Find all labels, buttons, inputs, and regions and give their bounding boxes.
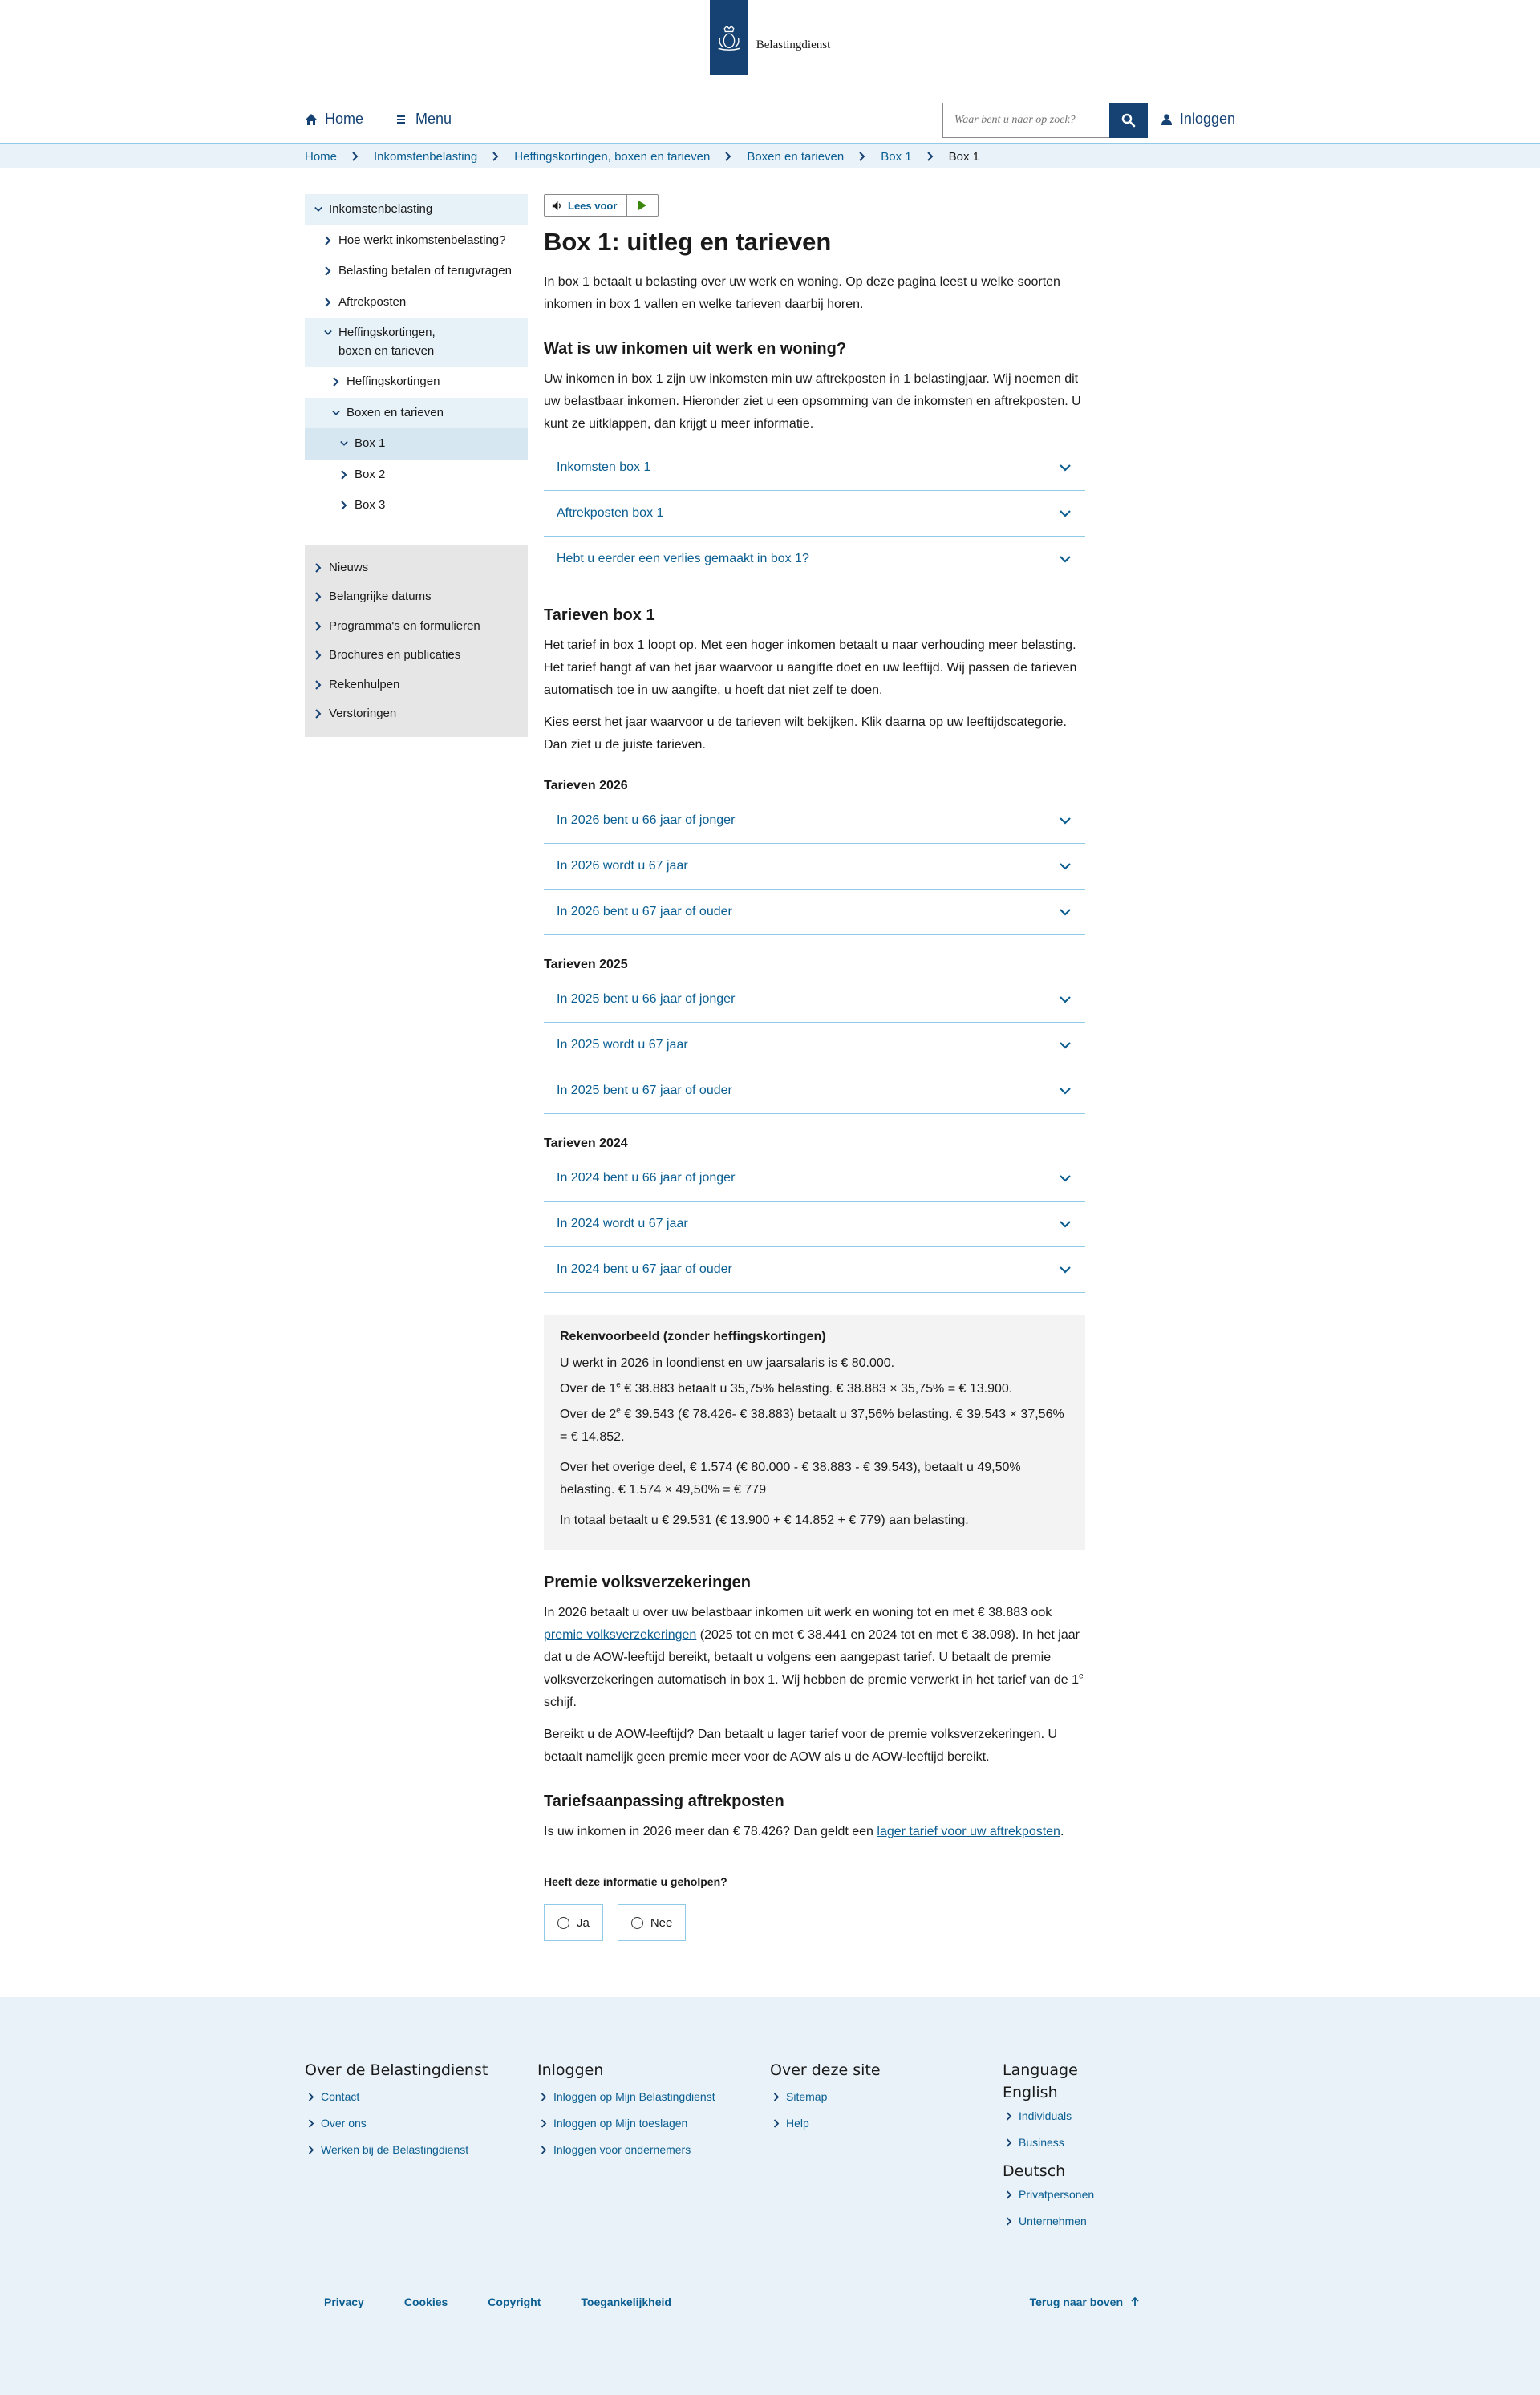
section-text-inkomen: Uw inkomen in box 1 zijn uw inkomsten min uw aftrekposten in 1 belastingjaar. Wij noemen dit uw belastbaar inkomen. Hieronder ziet u een opsomming van de inkomsten en aftrekposten. U kunt ze uitklappen, dan krijgt u meer informatie.	[544, 372, 1081, 431]
footer-link-mijn-belastingdienst[interactable]	[537, 2090, 770, 2103]
footer-col-site	[770, 2061, 1003, 2241]
footer-link-label: Individuals	[1019, 2109, 1072, 2122]
premie-text: (2025 tot en met € 38.441 en 2024 tot en met € 38.098). In het jaar dat u de AOW-leeftijd bereikt, betaalt u volgens een aangepast tarief. U betaalt de premie volksverzekeringen automatisch in box 1. Wij hebben de premie verwerkt in het tarief van de 1	[544, 1628, 1080, 1687]
footer-link-mijn-toeslagen[interactable]	[537, 2117, 770, 2130]
footer-link-werken[interactable]	[305, 2143, 537, 2156]
footer-toegankelijkheid-link[interactable]: Toegankelijkheid	[581, 2296, 671, 2308]
sidebar-link-label: Brochures en publicaties	[329, 648, 461, 662]
premie-sup: e	[1079, 1672, 1084, 1681]
sidebar-item-label: Belasting betalen of terugvragen	[338, 264, 512, 278]
example-text: € 38.883 betaalt u 35,75% belasting. € 38.883 × 35,75% = € 13.900.	[620, 1382, 1013, 1396]
home-icon	[305, 113, 318, 126]
language-english-title: English	[1003, 2084, 1058, 2101]
footer-link-label: Contact	[321, 2090, 360, 2103]
chevron-down-icon	[1060, 1266, 1071, 1274]
chevron-right-icon	[308, 2146, 314, 2154]
premie-text: schijf.	[544, 1696, 577, 1709]
sidebar-item-aftrekposten[interactable]	[305, 287, 528, 318]
accordion-label: In 2024 bent u 67 jaar of ouder	[557, 1262, 732, 1276]
accordion-item-aftrekposten[interactable]	[544, 491, 1085, 537]
sidebar-item-heffingskortingen[interactable]	[305, 367, 528, 398]
sidebar-link-label: Programma's en formulieren	[329, 618, 480, 633]
breadcrumb-box1[interactable]: Box 1	[881, 149, 912, 164]
footer-col-title: Inloggen	[537, 2061, 604, 2079]
radio-circle-icon	[631, 1917, 643, 1929]
footer-link-label: Sitemap	[786, 2090, 828, 2103]
chevron-right-icon	[324, 236, 332, 245]
feedback-no-label: Nee	[650, 1915, 673, 1930]
chevron-right-icon	[314, 622, 322, 631]
sidebar-link-brochures[interactable]	[305, 641, 528, 671]
sidebar-item-label: Aftrekposten	[338, 294, 407, 309]
chevron-right-icon	[858, 152, 866, 161]
chevron-down-icon	[1060, 555, 1071, 563]
footer-link-label: Over ons	[321, 2117, 367, 2130]
feedback-form	[544, 1875, 1085, 1941]
chevron-right-icon	[1006, 2138, 1012, 2147]
accordion-label: In 2025 wordt u 67 jaar	[557, 1038, 688, 1052]
premie-text: In 2026 betaalt u over uw belastbaar inkomen uit werk en woning tot en met € 38.883 ook	[544, 1606, 1052, 1619]
accordion-item-2025-ouder[interactable]	[544, 1068, 1085, 1114]
chevron-down-icon	[1060, 908, 1071, 916]
page-title: Box 1: uitleg en tarieven	[544, 228, 832, 256]
footer-columns	[305, 1997, 1235, 2241]
footer-col-language	[1003, 2061, 1235, 2241]
logo-text: Belastingdienst	[756, 38, 831, 51]
sidebar-item-box1[interactable]	[305, 428, 528, 460]
footer-cookies-link[interactable]: Cookies	[403, 2296, 448, 2308]
accordion-label: Aftrekposten box 1	[557, 506, 664, 520]
example-sup: e	[616, 1380, 621, 1390]
footer-link-label: Inloggen op Mijn Belastingdienst	[553, 2090, 715, 2103]
accordion-label: In 2025 bent u 67 jaar of ouder	[557, 1084, 732, 1097]
sidebar-link-datums[interactable]	[305, 582, 528, 612]
premie-volksverzekeringen-link[interactable]: premie volksverzekeringen	[544, 1628, 697, 1642]
footer-copyright-link[interactable]: Copyright	[488, 2296, 541, 2308]
footer-link-individuals[interactable]	[1003, 2109, 1235, 2122]
example-line: Over het overige deel, € 1.574 (€ 80.000 - € 38.883 - € 39.543), betaalt u 49,50% belasting. € 1.574 × 49,50% = € 779	[560, 1461, 1021, 1497]
feedback-options	[544, 1904, 1085, 1941]
section-title-tarieven: Tarieven box 1	[544, 606, 655, 624]
accordion-label: In 2025 bent u 66 jaar of jonger	[557, 992, 736, 1006]
sidebar-item-hoe-werkt[interactable]	[305, 225, 528, 257]
footer-privacy-link[interactable]: Privacy	[324, 2296, 364, 2308]
chevron-down-icon	[340, 439, 348, 448]
speaker-icon	[551, 200, 563, 212]
feedback-no-radio[interactable]	[618, 1904, 687, 1941]
crown-logo-icon	[710, 0, 748, 75]
chevron-right-icon	[541, 2119, 547, 2128]
accordion-label: In 2024 bent u 66 jaar of jonger	[557, 1171, 736, 1185]
section-title-inkomen: Wat is uw inkomen uit werk en woning?	[544, 340, 847, 358]
site-header	[0, 0, 1540, 168]
chevron-down-icon	[1060, 1220, 1071, 1228]
breadcrumb-home[interactable]: Home	[305, 149, 338, 164]
chevron-right-icon	[332, 377, 340, 387]
footer-link-label: Inloggen op Mijn toeslagen	[553, 2117, 688, 2130]
sidebar-item-inkomstenbelasting[interactable]	[305, 194, 528, 225]
footer-link-business[interactable]	[1003, 2136, 1235, 2149]
chevron-right-icon	[773, 2119, 780, 2128]
accordion-item-2025-wordt67[interactable]	[544, 1023, 1085, 1068]
accordion-item-inkomsten[interactable]	[544, 445, 1085, 491]
chevron-down-icon	[1060, 464, 1071, 472]
section-nav	[305, 194, 528, 521]
login-link[interactable]	[1161, 111, 1235, 128]
example-text: Over de 1	[560, 1382, 617, 1396]
section-text-premie-2: Bereikt u de AOW-leeftijd? Dan betaalt u lager tarief voor de premie volksverzekeringen. U betaalt namelijk geen premie meer voor de AOW als u de AOW-leeftijd bereikt.	[544, 1728, 1058, 1764]
breadcrumb-inkomstenbelasting[interactable]: Inkomstenbelasting	[374, 149, 478, 164]
content-area	[305, 168, 1235, 1941]
example-line: U werkt in 2026 in loondienst en uw jaarsalaris is € 80.000.	[560, 1356, 895, 1370]
footer-link-label: Business	[1019, 2136, 1064, 2149]
sidebar-item-label: Boxen en tarieven	[346, 405, 444, 419]
intro-text: In box 1 betaalt u belasting over uw werk en woning. Op deze pagina leest u welke soorten inkomen in box 1 vallen en welke tarieven daarbij horen.	[544, 275, 1060, 311]
tarief-text: .	[1060, 1825, 1064, 1838]
logo-link[interactable]	[710, 0, 831, 80]
chevron-right-icon	[314, 680, 322, 690]
year-title-2024: Tarieven 2024	[544, 1137, 628, 1150]
sidebar-item-label: Heffingskortingen	[346, 375, 440, 388]
sidebar-item-label: Inkomstenbelasting	[329, 202, 433, 216]
footer-link-contact[interactable]	[305, 2090, 537, 2103]
chevron-right-icon	[773, 2093, 780, 2101]
feedback-yes-radio[interactable]	[544, 1904, 603, 1941]
chevron-right-icon	[324, 266, 332, 276]
footer-link-over-ons[interactable]	[305, 2117, 537, 2130]
accordion-2026	[544, 798, 1085, 935]
chevron-right-icon	[314, 709, 322, 719]
footer-link-help[interactable]	[770, 2117, 1003, 2130]
section-text-tarieven-1: Het tarief in box 1 loopt op. Met een hoger inkomen betaalt u naar verhouding meer belasting. Het tarief hangt af van het jaar waarvoor u aangifte doet en uw leeftijd. Wij passen de tarieven automatisch toe in uw aangifte, u hoeft dat niet zelf te doen.	[544, 638, 1077, 697]
footer-link-unternehmen[interactable]	[1003, 2215, 1235, 2227]
section-text-premie-1	[544, 1602, 1085, 1714]
chevron-right-icon	[308, 2093, 314, 2101]
accordion-label: In 2026 bent u 66 jaar of jonger	[557, 813, 736, 827]
logo-bar	[0, 0, 1540, 80]
example-text: Over de 2	[560, 1408, 617, 1421]
sidebar-link-label: Rekenhulpen	[329, 677, 400, 691]
footer-link-label: Unternehmen	[1019, 2215, 1087, 2227]
sidebar-item-label: Box 2	[355, 467, 386, 481]
chevron-down-icon	[1060, 1041, 1071, 1049]
sidebar-item-label: Heffingskortingen, boxen en tarieven	[338, 326, 436, 358]
accordion-item-2026-jonger[interactable]	[544, 798, 1085, 844]
sidebar-link-nieuws[interactable]	[305, 553, 528, 583]
footer-link-label: Werken bij de Belastingdienst	[321, 2143, 469, 2156]
footer-link-label: Inloggen voor ondernemers	[553, 2143, 691, 2156]
accordion-label: Inkomsten box 1	[557, 460, 651, 474]
main-content	[544, 194, 1085, 1941]
breadcrumb-current: Box 1	[948, 149, 979, 164]
back-to-top-link[interactable]	[1030, 2296, 1139, 2308]
sidebar-item-box3[interactable]	[305, 490, 528, 521]
sidebar-item-box2[interactable]	[305, 460, 528, 491]
footer-bottom-bar	[305, 2275, 1235, 2328]
feedback-question: Heeft deze informatie u geholpen?	[544, 1875, 727, 1888]
feedback-yes-label: Ja	[577, 1915, 590, 1930]
sidebar-link-label: Nieuws	[329, 560, 369, 574]
chevron-right-icon	[340, 500, 348, 510]
accordion-label: In 2026 bent u 67 jaar of ouder	[557, 905, 732, 918]
arrow-up-icon	[1131, 2297, 1139, 2307]
sidebar-link-verstoringen[interactable]	[305, 699, 528, 729]
accordion-label: In 2026 wordt u 67 jaar	[557, 859, 688, 873]
example-text: € 39.543 (€ 78.426- € 38.883) betaalt u 37,56% belasting. € 39.543 × 37,56% = € 14.852.	[560, 1408, 1064, 1444]
accordion-item-2024-ouder[interactable]	[544, 1247, 1085, 1293]
sidebar-item-heffingskortingen-boxen[interactable]	[305, 318, 528, 367]
section-text-tariefsaanpassing	[544, 1821, 1085, 1843]
main-nav	[0, 80, 1540, 144]
accordion-item-2024-jonger[interactable]	[544, 1156, 1085, 1202]
readspeaker-button[interactable]	[545, 195, 627, 216]
footer-col-over	[305, 2061, 537, 2241]
chevron-right-icon	[1006, 2112, 1012, 2121]
sidebar-link-label: Belangrijke datums	[329, 590, 432, 603]
chevron-right-icon	[340, 470, 348, 480]
radio-circle-icon	[557, 1917, 569, 1929]
chevron-right-icon	[314, 563, 322, 573]
footer-link-label: Privatpersonen	[1019, 2188, 1095, 2201]
nav-home-link[interactable]	[305, 111, 363, 128]
footer-col-inloggen	[537, 2061, 770, 2241]
readspeaker	[544, 194, 659, 217]
chevron-right-icon	[541, 2146, 547, 2154]
sidebar	[305, 194, 528, 1941]
section-title-tariefsaanpassing: Tariefsaanpassing aftrekposten	[544, 1793, 784, 1810]
chevron-right-icon	[724, 152, 732, 161]
nav-menu-button[interactable]	[395, 111, 452, 128]
chevron-right-icon	[926, 152, 934, 161]
sidebar-links-box	[305, 545, 528, 737]
sidebar-item-boxen-tarieven[interactable]	[305, 398, 528, 429]
chevron-right-icon	[314, 592, 322, 602]
search-icon	[1121, 113, 1136, 128]
chevron-right-icon	[1006, 2190, 1012, 2199]
footer-col-title: Over deze site	[770, 2061, 881, 2079]
accordion-label: Hebt u eerder een verlies gemaakt in box 1?	[557, 552, 809, 565]
year-title-2025: Tarieven 2025	[544, 958, 628, 971]
user-icon	[1161, 113, 1173, 125]
chevron-down-icon	[1060, 509, 1071, 517]
sidebar-item-label: Hoe werkt inkomstenbelasting?	[338, 233, 506, 247]
chevron-down-icon	[1060, 817, 1071, 825]
accordion-2025	[544, 977, 1085, 1114]
search-input[interactable]	[942, 103, 1109, 138]
sidebar-link-programmas[interactable]	[305, 612, 528, 642]
login-label: Inloggen	[1179, 111, 1235, 127]
nav-menu-label: Menu	[415, 111, 452, 127]
footer-link-ondernemers[interactable]	[537, 2143, 770, 2156]
chevron-right-icon	[492, 152, 500, 161]
back-to-top-label: Terug naar boven	[1029, 2296, 1123, 2308]
chevron-right-icon	[308, 2119, 314, 2128]
accordion-item-2026-wordt67[interactable]	[544, 844, 1085, 890]
hamburger-icon	[395, 113, 408, 126]
sidebar-link-label: Verstoringen	[329, 707, 397, 720]
example-line	[560, 1378, 1069, 1400]
breadcrumb-boxen[interactable]: Boxen en tarieven	[747, 149, 845, 164]
accordion-label: In 2024 wordt u 67 jaar	[557, 1217, 688, 1230]
example-title: Rekenvoorbeeld (zonder heffingskortingen)	[560, 1330, 826, 1343]
accordion-item-2024-wordt67[interactable]	[544, 1202, 1085, 1247]
chevron-right-icon	[324, 298, 332, 307]
footer-link-privatpersonen[interactable]	[1003, 2188, 1235, 2201]
section-title-premie: Premie volksverzekeringen	[544, 1574, 751, 1591]
footer-col-title: Language	[1003, 2061, 1078, 2079]
chevron-down-icon	[324, 328, 332, 338]
accordion-item-2026-ouder[interactable]	[544, 890, 1085, 935]
readspeaker-label: Lees voor	[568, 199, 618, 212]
play-icon	[638, 200, 647, 211]
sidebar-item-label: Box 1	[355, 436, 386, 450]
chevron-down-icon	[1060, 1087, 1071, 1095]
example-line: In totaal betaalt u € 29.531 (€ 13.900 + € 14.852 + € 779) aan belasting.	[560, 1514, 969, 1527]
breadcrumb	[0, 144, 1540, 168]
footer-link-label: Help	[786, 2117, 809, 2130]
footer-link-sitemap[interactable]	[770, 2090, 1003, 2103]
sidebar-item-belasting-betalen[interactable]	[305, 256, 528, 287]
chevron-right-icon	[314, 650, 322, 660]
example-sup: e	[616, 1406, 621, 1416]
footer-col-title: Over de Belastingdienst	[305, 2061, 488, 2079]
accordion-inkomen	[544, 445, 1085, 582]
readspeaker-play-button[interactable]	[627, 195, 658, 216]
search-form	[942, 103, 1148, 138]
lager-tarief-link[interactable]: lager tarief voor uw aftrekposten	[877, 1825, 1060, 1838]
search-button[interactable]	[1109, 103, 1148, 138]
nav-home-label: Home	[325, 111, 364, 127]
accordion-2024	[544, 1156, 1085, 1293]
chevron-down-icon	[314, 205, 322, 214]
sidebar-link-rekenhulpen[interactable]	[305, 671, 528, 700]
chevron-down-icon	[332, 408, 340, 418]
section-text-tarieven-2: Kies eerst het jaar waarvoor u de tarieven wilt bekijken. Klik daarna op uw leeftijdscategorie. Dan ziet u de juiste tarieven.	[544, 715, 1067, 752]
example-line	[560, 1404, 1069, 1449]
site-footer	[0, 1997, 1540, 2395]
sidebar-item-label: Box 3	[355, 498, 386, 512]
chevron-right-icon	[541, 2093, 547, 2101]
accordion-item-verlies[interactable]	[544, 537, 1085, 582]
chevron-right-icon	[1006, 2217, 1012, 2226]
tarief-text: Is uw inkomen in 2026 meer dan € 78.426? Dan geldt een	[544, 1825, 877, 1838]
chevron-right-icon	[351, 152, 359, 161]
breadcrumb-heffingskortingen[interactable]: Heffingskortingen, boxen en tarieven	[514, 149, 711, 164]
chevron-down-icon	[1060, 862, 1071, 870]
chevron-down-icon	[1060, 995, 1071, 1003]
chevron-down-icon	[1060, 1174, 1071, 1182]
language-deutsch-title: Deutsch	[1003, 2162, 1066, 2180]
accordion-item-2025-jonger[interactable]	[544, 977, 1085, 1023]
year-title-2026: Tarieven 2026	[544, 779, 628, 792]
calculation-example	[544, 1315, 1085, 1550]
